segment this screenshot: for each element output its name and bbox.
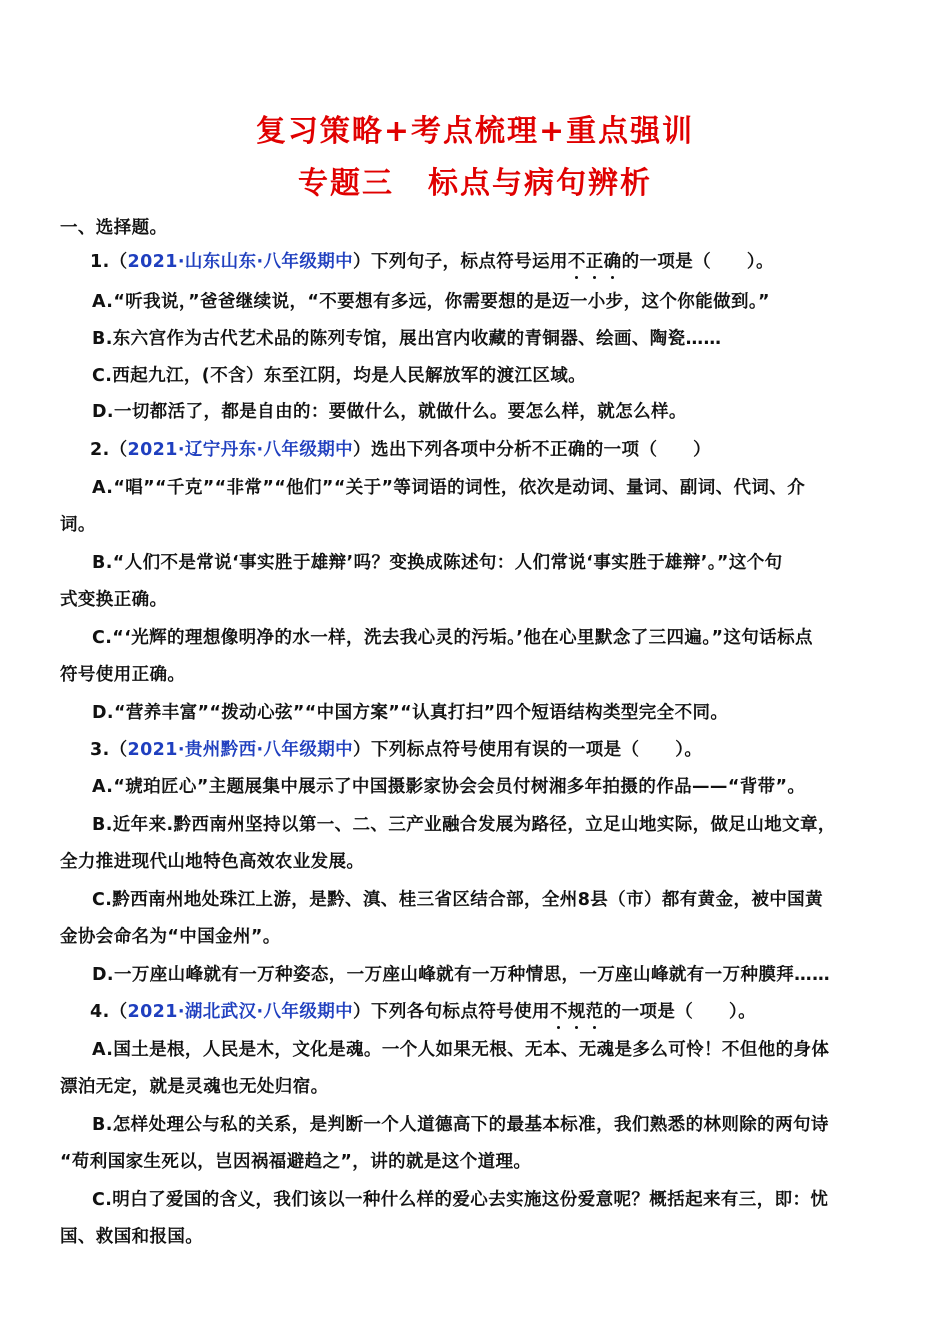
page-subtitle xyxy=(0,164,950,204)
question-text: 下列标点符号使用有误的一项是（ ）。 xyxy=(370,740,703,760)
page-title: 复习策略+考点梳理+重点强训 xyxy=(255,114,695,149)
section-heading: 一、选择题。 xyxy=(60,218,168,238)
question-number: 3. xyxy=(90,740,110,760)
question-1-option-b: B.东六宫作为古代艺术品的陈列专馆，展出宫内收藏的青铜器、绘画、陶瓷…… xyxy=(92,329,722,349)
emphasis-char: 规 xyxy=(568,999,586,1025)
question-3-option-c-cont: 金协会命名为“中国金州”。 xyxy=(60,927,281,947)
emphasis-char: 确 xyxy=(604,249,622,275)
question-2-option-c-cont: 符号使用正确。 xyxy=(60,665,186,685)
subtitle-topic-number: 专题三 xyxy=(298,166,394,201)
question-number: 2. xyxy=(90,440,110,460)
question-1-option-c: C.西起九江，(不含）东至江阴，均是人民解放军的渡江区域。 xyxy=(92,366,587,386)
question-4-option-c-cont: 国、救国和报国。 xyxy=(60,1227,204,1247)
question-2-option-c: C.“‘光辉的理想像明净的水一样，洗去我心灵的污垢。’他在心里默念了三四遍。”这句话标点 xyxy=(92,628,813,648)
source-paren-open: （ xyxy=(109,1002,128,1022)
source-paren-open: （ xyxy=(109,440,128,460)
emphasis-char: 不 xyxy=(568,249,586,275)
question-3-stem xyxy=(90,737,702,763)
source-paren-close: ） xyxy=(353,440,371,460)
question-2-option-a-cont: 词。 xyxy=(60,515,96,535)
question-3-option-b: B.近年来.黔西南州坚持以第一、二、三产业融合发展为路径，立足山地实际，做足山地文章， xyxy=(92,815,836,835)
question-source: 2021·贵州黔西·八年级期中 xyxy=(127,740,354,760)
source-paren-close: ） xyxy=(353,1002,371,1022)
question-4-option-b-cont: “苟利国家生死以，岂因祸福避趋之”，讲的就是这个道理。 xyxy=(60,1152,532,1172)
question-3-option-d: D.一万座山峰就有一万种姿态，一万座山峰就有一万种情思，一万座山峰就有一万种膜拜…… xyxy=(92,965,830,985)
question-source: 2021·山东山东·八年级期中 xyxy=(127,252,354,272)
question-1-option-a: A.“听我说，”爸爸继续说，“不要想有多远，你需要想的是迈一小步，这个你能做到。” xyxy=(92,292,770,312)
question-4-option-c: C.明白了爱国的含义，我们该以一种什么样的爱心去实施这份爱意呢？概括起来有三，即：忧 xyxy=(92,1190,829,1210)
source-paren-open: （ xyxy=(109,252,128,272)
question-4-option-b: B.怎样处理公与私的关系，是判断一个人道德高下的最基本标准，我们熟悉的林则除的两句诗 xyxy=(92,1115,829,1135)
question-text-end: 的一项是（ ）。 xyxy=(621,252,774,272)
question-1-stem xyxy=(90,249,774,275)
question-3-option-c: C.黔西南州地处珠江上游，是黔、滇、桂三省区结合部，全州8县（市）都有黄金，被中国黄 xyxy=(92,890,823,910)
question-4-option-a-cont: 漂泊无定，就是灵魂也无处归宿。 xyxy=(60,1077,329,1097)
emphasis-char: 范 xyxy=(586,999,604,1025)
subtitle-topic-name: 标点与病句辨析 xyxy=(428,166,652,201)
emphasis-char: 不 xyxy=(550,999,568,1025)
question-number: 4. xyxy=(90,1002,110,1022)
source-paren-close: ） xyxy=(353,252,371,272)
question-text: 下列各句标点符号使用 xyxy=(370,1002,550,1022)
question-3-option-b-cont: 全力推进现代山地特色高效农业发展。 xyxy=(60,852,365,872)
emphasis-char: 正 xyxy=(586,249,604,275)
question-source: 2021·辽宁丹东·八年级期中 xyxy=(127,440,354,460)
question-2-option-a: A.“唱”“千克”“非常”“他们”“关于”等词语的词性，依次是动词、量词、副词、代词、介 xyxy=(92,478,806,498)
question-1-option-d: D.一切都活了，都是自由的：要做什么，就做什么。要怎么样，就怎么样。 xyxy=(92,402,687,422)
question-4-option-a: A.国土是根，人民是木，文化是魂。一个人如果无根、无本、无魂是多么可怜！不但他的身体 xyxy=(92,1040,830,1060)
question-2-option-b: B.“人们不是常说‘事实胜于雄辩’吗？变换成陈述句：人们常说‘事实胜于雄辩’。”这个句 xyxy=(92,553,783,573)
question-2-stem xyxy=(90,437,711,463)
source-paren-close: ） xyxy=(353,740,371,760)
question-number: 1. xyxy=(90,252,110,272)
question-text: 选出下列各项中分析不正确的一项（ ） xyxy=(370,440,712,460)
question-2-option-d: D.“营养丰富”“拨动心弦”“中国方案”“认真打扫”四个短语结构类型完全不同。 xyxy=(92,703,729,723)
question-3-option-a: A.“琥珀匠心”主题展集中展示了中国摄影家协会会员付树湘多年拍摄的作品——“背带”。 xyxy=(92,777,806,797)
question-text-end: 的一项是（ ）。 xyxy=(603,1002,757,1022)
question-2-option-b-cont: 式变换正确。 xyxy=(60,590,168,610)
source-paren-open: （ xyxy=(109,740,128,760)
question-text: 下列句子，标点符号运用 xyxy=(370,252,568,272)
question-4-stem xyxy=(90,999,756,1025)
question-source: 2021·湖北武汉·八年级期中 xyxy=(127,1002,354,1022)
